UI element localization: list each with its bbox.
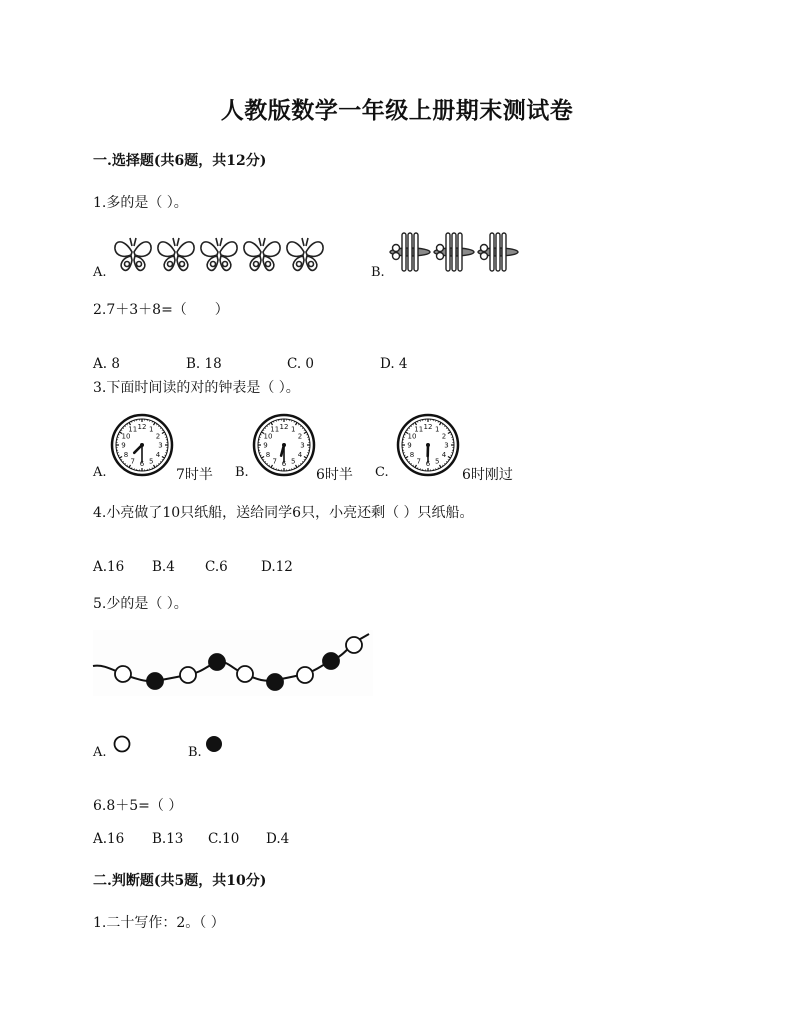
svg-text:12: 12 [423,423,433,432]
q5-black-bead-image [205,735,225,755]
svg-text:8: 8 [123,450,129,459]
q4-option-b: B.4 [152,559,175,575]
svg-text:1: 1 [291,425,296,434]
question-3: 3.下面时间读的对的钟表是（ ）。 [93,380,300,396]
svg-text:6: 6 [281,460,287,469]
svg-text:10: 10 [121,432,131,441]
q3-clock-b-image [252,413,316,477]
svg-text:11: 11 [128,425,138,434]
question-6: 6.8＋5=（ ） [93,798,183,814]
svg-text:1: 1 [149,425,154,434]
section-heading-judgement: 二.判断题(共5题，共10分) [93,873,267,889]
q5-white-bead-image [113,735,133,755]
q3-option-c-label: C. [375,465,389,480]
q1-dragonflies-image [388,228,523,276]
svg-text:7: 7 [416,457,421,466]
svg-text:3: 3 [300,441,305,450]
q5-beads-image [93,630,373,696]
q6-option-c: C.10 [208,831,240,847]
q3-option-b-label: B. [235,465,249,480]
question-2: 2.7＋3＋8=（ ） [93,302,229,318]
svg-text:4: 4 [297,450,303,459]
svg-text:6: 6 [425,460,431,469]
svg-text:2: 2 [297,432,303,441]
page-title: 人教版数学一年级上册期末测试卷 [220,97,574,124]
q5-option-a-label: A. [93,745,107,760]
svg-text:5: 5 [435,457,440,466]
svg-text:8: 8 [265,450,271,459]
svg-text:7: 7 [130,457,135,466]
q6-option-d: D.4 [266,831,290,847]
svg-text:5: 5 [149,457,154,466]
q2-option-c: C. 0 [287,356,315,372]
q4-option-d: D.12 [261,559,293,575]
section-heading-choice: 一.选择题(共6题，共12分) [93,153,267,169]
svg-text:9: 9 [263,441,268,450]
svg-text:9: 9 [121,441,126,450]
q3-option-c-caption: 6时刚过 [462,467,513,483]
q1-option-b-label: B. [371,265,385,280]
question-4: 4.小亮做了10只纸船，送给同学6只，小亮还剩（ ）只纸船。 [93,505,474,521]
svg-text:2: 2 [441,432,447,441]
svg-text:1: 1 [435,425,440,434]
svg-text:4: 4 [441,450,447,459]
q5-option-b-label: B. [188,745,202,760]
q3-option-a-caption: 7时半 [176,467,213,483]
q3-clock-c-image [396,413,460,477]
q3-clock-a-image [110,413,174,477]
svg-text:3: 3 [444,441,449,450]
q3-option-a-label: A. [93,465,107,480]
q1-butterflies-image [112,234,327,276]
q2-option-d: D. 4 [380,356,408,372]
svg-text:11: 11 [270,425,280,434]
svg-text:12: 12 [279,423,289,432]
q6-option-a: A.16 [93,831,125,847]
svg-text:4: 4 [155,450,161,459]
q6-option-b: B.13 [152,831,184,847]
q1-option-a-label: A. [93,265,107,280]
svg-text:11: 11 [414,425,424,434]
svg-text:6: 6 [139,460,145,469]
svg-text:2: 2 [155,432,161,441]
q4-option-c: C.6 [205,559,228,575]
svg-text:12: 12 [137,423,147,432]
svg-text:10: 10 [263,432,273,441]
question-1: 1.多的是（ ）。 [93,195,188,211]
svg-text:8: 8 [409,450,415,459]
svg-text:10: 10 [407,432,417,441]
svg-text:7: 7 [272,457,277,466]
svg-text:3: 3 [158,441,163,450]
judgement-question-1: 1.二十写作：2。（ ） [93,915,225,931]
svg-text:5: 5 [291,457,296,466]
question-5: 5.少的是（ ）。 [93,596,188,612]
q4-option-a: A.16 [93,559,125,575]
q3-option-b-caption: 6时半 [316,467,353,483]
svg-text:9: 9 [407,441,412,450]
q2-option-a: A. 8 [93,356,120,372]
q2-option-b: B. 18 [186,356,222,372]
